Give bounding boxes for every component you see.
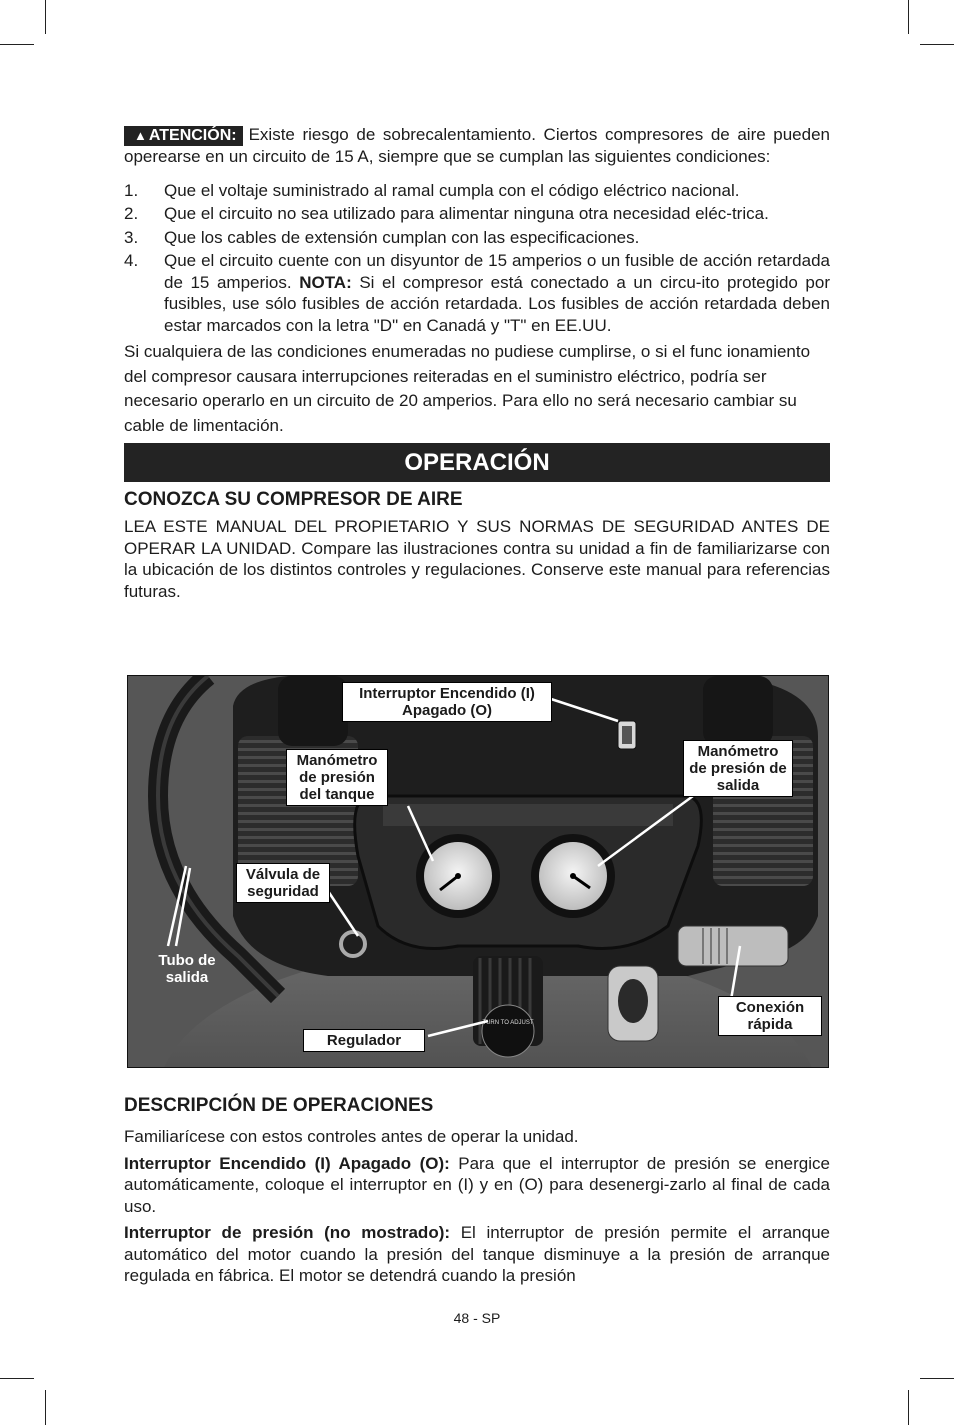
know-heading: CONOZCA SU COMPRESOR DE AIRE	[124, 489, 463, 510]
ops-item-text: El interruptor de presión permite el arranque automático del motor cuando la presión del tanque disminuye a la presión de arranque regulada en fábrica. El motor se detendrá cuando la presión	[124, 1223, 830, 1285]
crop-mark	[45, 1390, 46, 1425]
ops-intro: Familiarícese con estos controles antes de operar la unidad.	[124, 1127, 579, 1146]
outlet-gauge-callout: Manómetro de presión de salida	[683, 740, 793, 797]
operations-description	[124, 1094, 830, 1292]
conditions-list	[124, 180, 830, 337]
list-text: Que el voltaje suministrado al ramal cumpla con el código eléctrico nacional.	[164, 180, 740, 200]
list-number: 3.	[124, 227, 139, 247]
tank-gauge-callout: Manómetro de presión del tanque	[286, 749, 388, 806]
crop-mark	[0, 44, 34, 45]
crop-mark	[920, 1378, 954, 1379]
quick-coupler-callout: Conexión rápida	[718, 996, 822, 1036]
regulator-callout: Regulador	[303, 1029, 425, 1052]
warning-badge-label: ATENCIÓN:	[148, 127, 237, 144]
crop-mark	[920, 44, 954, 45]
outlet-tube-callout: Tubo de salida	[158, 952, 216, 986]
warning-paragraph	[124, 124, 830, 168]
crop-mark	[45, 0, 46, 34]
page-number: 48 - SP	[453, 1310, 501, 1326]
list-number: 2.	[124, 204, 139, 223]
list-text: Que el circuito cuente con un disyuntor de 15 amperios o un fusible de acción retardada de 15 amperios.	[164, 251, 830, 292]
switch-callout: Interruptor Encendido (I) Apagado (O)	[342, 682, 552, 722]
list-number: 4.	[124, 251, 139, 270]
warning-badge	[124, 126, 243, 146]
section-title: OPERACIÓN	[124, 443, 830, 482]
knob-label: TURN TO ADJUST	[482, 1020, 534, 1026]
list-item	[124, 203, 830, 225]
list-text: Que los cables de extensión cumplan con las especificaciones.	[164, 227, 640, 247]
list-item	[124, 180, 830, 202]
main-content	[124, 124, 830, 602]
note-text: Si el compresor está conectado a un circu-ito protegido por fusibles, use sólo fusibles de acción retardada. Los fusibles de acción retardada deben estar marcados con la letra "D" en Canadá y "T" en EE.UU.	[164, 272, 831, 335]
list-item	[124, 227, 830, 249]
safety-valve-callout: Válvula de seguridad	[236, 863, 330, 903]
compressor-photo	[127, 675, 829, 1068]
list-text: Que el circuito no sea utilizado para alimentar ninguna otra necesidad eléc-trica.	[164, 204, 769, 223]
ops-heading: DESCRIPCIÓN DE OPERACIONES	[124, 1095, 434, 1116]
warning-triangle-icon: ▲	[134, 128, 147, 143]
crop-mark	[0, 1378, 34, 1379]
ops-item-label: Interruptor Encendido (I) Apagado (O):	[124, 1153, 450, 1173]
list-number: 1.	[124, 180, 139, 200]
note-label: NOTA:	[299, 272, 352, 292]
ops-item-label: Interruptor de presión (no mostrado):	[124, 1223, 451, 1242]
closing-paragraph: Si cualquiera de las condiciones enumeradas no pudiese cumplirse, o si el func ionamiento del compresor causara interrupciones reiteradas en el suministro eléctrico, podría ser necesario operarlo en un circuito de 20 amperios. Para ello no será necesario cambiar su cable de limentación.	[124, 342, 811, 435]
crop-mark	[908, 0, 909, 34]
ops-item	[124, 1222, 830, 1287]
ops-item	[124, 1153, 830, 1218]
know-paragraph: LEA ESTE MANUAL DEL PROPIETARIO Y SUS NORMAS DE SEGURIDAD ANTES DE OPERAR LA UNIDAD. Compare las ilustraciones contra su unidad a fin de familiarizarse con la ubicación de los distintos controles y regulaciones. Conserve este manual para referencias futuras.	[124, 517, 830, 601]
list-item	[124, 250, 830, 336]
ops-item-text: Para que el interruptor de presión se energice automáticamente, coloque el interruptor en (I) y en (O) para desenergi-zarlo al final de cada uso.	[124, 1153, 830, 1216]
warning-text: Existe riesgo de sobrecalentamiento. Ciertos compresores de aire pueden operearse en un circuito de 15 A, siempre que se cumplan las siguientes condiciones:	[124, 125, 830, 166]
crop-mark	[908, 1390, 909, 1425]
